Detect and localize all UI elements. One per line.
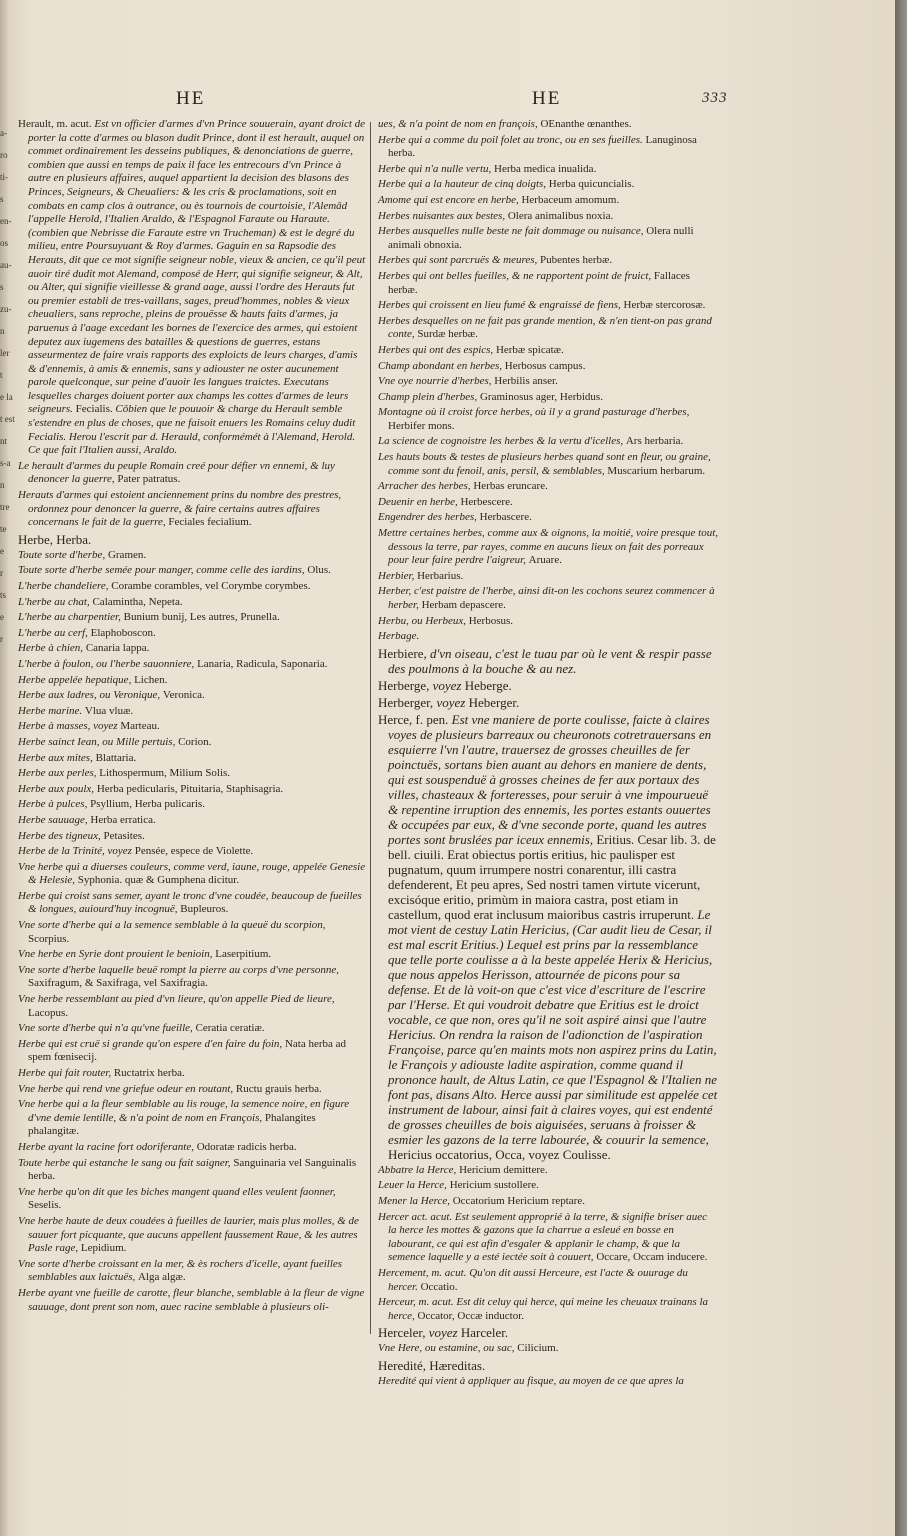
entry-latin-text: Seselis. [28, 1199, 62, 1212]
entry-french-text: Herbe qui n'a nulle vertu, [378, 162, 494, 175]
entry-latin-text: Heberger. [468, 694, 520, 710]
entry-latin-text: Lepidium. [80, 1242, 127, 1255]
dictionary-entry [378, 391, 718, 405]
entry-latin-text: Marteau. [120, 720, 160, 733]
running-head-right: HE [532, 88, 562, 109]
gutter-text-fragment: e la [0, 392, 13, 402]
dictionary-entry [378, 225, 718, 252]
entry-latin-text: Herbæ spicatæ. [495, 343, 564, 356]
entry-french-text: d'vn oiseau, c'est le tuau par où le vent & respir passe des poulmons à la bouche & au nez. [388, 645, 712, 676]
dictionary-entry [18, 705, 366, 719]
entry-french-text: Vne Here, ou estamine, ou sac, [378, 1342, 518, 1355]
dictionary-entry [18, 627, 366, 641]
entry-latin-text: Herbosus. [468, 614, 514, 627]
entry-latin-text: Feciales fecialium. [168, 516, 252, 529]
entry-french-text: Deuenir en herbe, [378, 495, 461, 508]
dictionary-entry [378, 1375, 718, 1389]
entry-french-text: Herbes ausquelles nulle beste ne fait dommage ou nuisance, [378, 225, 647, 238]
dictionary-entry [378, 1164, 718, 1178]
entry-french-text: Herbier, [378, 569, 418, 582]
gutter-text-fragment: a- [0, 128, 7, 138]
entry-latin-text: Blattaria. [95, 751, 137, 764]
entry-latin-text: Cilicium. [517, 1342, 559, 1355]
dictionary-entry [378, 435, 718, 449]
entry-french-text: L'herbe au charpentier, [18, 611, 124, 624]
gutter-text-fragment: s-a [0, 458, 11, 468]
gutter-text-fragment: n [0, 326, 5, 336]
entry-french-text: Vne oye nourrie d'herbes, [378, 375, 495, 388]
dictionary-entry [18, 1022, 366, 1036]
entry-french-text: Montagne où il croist force herbes, où il y a grand pasturage d'herbes, [378, 406, 690, 419]
entry-french-text: Toute sorte d'herbe, [18, 548, 108, 561]
dictionary-entry [18, 1258, 366, 1285]
dictionary-entry [378, 299, 718, 313]
dictionary-entry [378, 1267, 718, 1294]
entry-latin-text: Psyllium, Herba pulicaris. [90, 798, 205, 811]
entry-french-text: Herbe qui a la hauteur de cinq doigts, [378, 178, 549, 191]
entry-french-text: Leuer la Herce, [378, 1179, 450, 1192]
entry-latin-text: Occatorium Hericium reptare. [452, 1194, 585, 1207]
dictionary-entry [378, 406, 718, 433]
entry-latin-text: Herbas eruncare. [473, 480, 548, 493]
gutter-text-fragment: s [0, 194, 4, 204]
entry-latin-text: Herbescere. [460, 495, 513, 508]
dictionary-entry [18, 964, 366, 991]
entry-latin-text: Ceratia ceratiæ. [195, 1022, 265, 1035]
dictionary-entry [18, 720, 366, 734]
entry-headword: Herceler, [378, 1325, 429, 1341]
dictionary-entry [18, 767, 366, 781]
entry-french-text: Herbe des tigneux, [18, 829, 104, 842]
entry-latin-text: Syphonia. quæ & Gumphena dicitur. [77, 874, 240, 887]
dictionary-entry [18, 642, 366, 656]
dictionary-entry [378, 1211, 718, 1265]
entry-french-text: voyez [436, 694, 469, 710]
entry-latin-text: Bunium bunij, Les autres, Prunella. [123, 611, 280, 624]
entry-headword: Herberger, [378, 694, 437, 710]
entry-latin-text: Hericium sustollere. [449, 1179, 539, 1192]
dictionary-entry [378, 163, 718, 177]
entry-latin-text: Alga algæ. [137, 1271, 186, 1284]
gutter-text-fragment: tre [0, 502, 10, 512]
entry-french-text: Hercer act. acut. Est seulement approprié à la terre, & signifie briser auec la herce les mottes & gazons que la charrue a esleué en bosse en labourant, ce qui est afin d'esgaler & applanir le champ, & que la semence laquelle y a esté iectée soit à couuert, [378, 1210, 708, 1264]
entry-french-text: Herbe de la Trinité, voyez [18, 845, 135, 858]
entry-latin-text: Pensée, espece de Violette. [134, 845, 254, 858]
dictionary-entry [18, 549, 366, 563]
dictionary-entry [18, 783, 366, 797]
dictionary-entry [378, 315, 718, 342]
entry-latin-text: Heberge. [464, 677, 512, 693]
entry-french-text: Herbe marine. [18, 704, 85, 717]
gutter-text-fragment: t est [0, 414, 15, 424]
entry-latin-text: Bupleuros. [180, 903, 229, 916]
dictionary-entry [378, 375, 718, 389]
entry-latin-text: Veronica. [162, 689, 205, 702]
entry-latin-text: Gramen. [107, 548, 147, 561]
entry-french-text: Toute sorte d'herbe semée pour manger, comme celle des iardins, [18, 564, 308, 577]
entry-latin-text: Corion. [178, 735, 212, 748]
entry-latin-text: Fallaces herbæ. [388, 269, 690, 296]
entry-latin-text: Aruare. [528, 554, 562, 567]
gutter-text-fragment: os [0, 238, 9, 248]
entry-latin-text: Lacopus. [28, 1006, 69, 1019]
entry-latin-text: Herba quicuncialis. [548, 178, 635, 191]
entry-latin-text: Hericium demittere. [459, 1163, 548, 1176]
dictionary-entry [378, 1358, 718, 1373]
entry-latin-text: Laserpitium. [215, 948, 272, 961]
entry-french-text: Vne sorte d'herbe croissant en la mer, & ès rochers d'icelle, ayant fueilles semblables aux laictuës, [18, 1257, 343, 1284]
dictionary-entry [18, 736, 366, 750]
dictionary-entry [378, 511, 718, 525]
dictionary-entry [18, 1083, 366, 1097]
dictionary-entry [18, 1157, 366, 1184]
dictionary-entry [18, 1215, 366, 1256]
entry-french-text: L'herbe au cerf, [18, 626, 91, 639]
entry-french-text: Herbe ayant vne fueille de carotte, fleur blanche, semblable à la fleur de vigne sauuage, dont prent son nom, auec racine semblable à plusieurs oli- [18, 1286, 365, 1313]
dictionary-entry [18, 948, 366, 962]
entry-latin-text: Ructu grauis herba. [235, 1082, 322, 1095]
entry-latin-text: Lanaria, Radicula, Saponaria. [197, 657, 328, 670]
gutter-text-fragment: e [0, 546, 4, 556]
dictionary-entry [18, 611, 366, 625]
dictionary-entry [18, 1038, 366, 1065]
entry-latin-text: Muscarium herbarum. [607, 464, 706, 477]
dictionary-entry [18, 1141, 366, 1155]
dictionary-entry [378, 270, 718, 297]
dictionary-entry [378, 178, 718, 192]
entry-french-text: Vne herbe qui a la fleur semblable au lis rouge, la semence noire, en figure d'vne demie lentille, & n'a point de nom en François, [18, 1098, 350, 1124]
entry-latin-text: Elaphoboscon. [90, 626, 156, 639]
entry-latin-text: Petasites. [103, 829, 145, 842]
dictionary-entry [18, 596, 366, 610]
dictionary-entry [18, 689, 366, 703]
dictionary-entry [378, 695, 718, 710]
entry-latin-text: Graminosus ager, Herbidus. [479, 390, 603, 403]
entry-headword: Herberge, [378, 677, 433, 693]
entry-french-text: Vne herbe en Syrie dont prouient le benioin, [18, 948, 216, 961]
entry-latin-text: Herbosus campus. [504, 359, 586, 372]
gutter-text-fragment: n [0, 480, 5, 490]
entry-latin-text: Herbæ stercorosæ. [623, 299, 706, 312]
entry-latin-text: Olera nulli animali obnoxia. [388, 225, 694, 251]
entry-french-text: Vne herbe qui a diuerses couleurs, comme verd, iaune, rouge, appelée Genesie & Helesie, [18, 860, 366, 887]
entry-french-text: Herbe à pulces, [18, 798, 91, 811]
dictionary-entry [378, 254, 718, 268]
entry-french-text: Le herault d'armes du peuple Romain creé pour défier vn ennemi, & luy denoncer la guerre, [18, 459, 335, 486]
entry-french-text: Mettre certaines herbes, comme aux & oignons, la moitié, voire presque tout, dessous la terre, par rayes, comme en aucuns lieux on fait des porreaux pour leur faire perdre l'aigreur, [378, 527, 719, 567]
dictionary-entry [378, 1179, 718, 1193]
entry-latin-text: Pubentes herbæ. [540, 254, 613, 267]
running-head-left: HE [176, 88, 206, 109]
entry-french-text: Arracher des herbes, [378, 480, 474, 493]
entry-latin-text: OEnanthe œnanthes. [540, 118, 632, 130]
entry-french-text: L'herbe chandeliere, [18, 580, 112, 592]
dictionary-entry [378, 480, 718, 494]
dictionary-entry [18, 532, 366, 547]
dictionary-entry [18, 919, 366, 946]
entry-french-text: Hercement, m. acut. Qu'on dit aussi Herceure, est l'acte & ouurage du hercer. [378, 1266, 688, 1293]
entry-french-text: Herber, c'est paistre de l'herbe, ainsi dit-on les cochons seurez commencer à herber, [378, 585, 715, 611]
gutter-text-fragment: s [0, 282, 4, 292]
entry-french-text: Herbu, ou Herbeux, [378, 614, 469, 627]
entry-french-text: Herbe ayant la racine fort odoriferante, [18, 1140, 197, 1153]
entry-headword: Herault, m. acut. [18, 118, 95, 130]
gutter-text-fragment: e [0, 612, 4, 622]
entry-latin-text: Odoratæ radicis herba. [196, 1140, 297, 1153]
dictionary-entry [378, 646, 718, 676]
dictionary-entry [378, 134, 718, 161]
entry-french-text: Vne herbe haute de deux coudées à fueilles de laurier, mais plus molles, & de sauuer fort picquante, que aucuns appellent faussement Raue, & les autres Pasle rage, [18, 1214, 359, 1255]
entry-french-text: Herbes qui croissent en lieu fumé & engraissé de fiens, [378, 299, 624, 312]
entry-french-text: Herbe à chien, [18, 642, 86, 655]
entry-french-text: L'herbe au chat, [18, 595, 93, 608]
entry-latin-text: Pater patratus. [117, 473, 181, 486]
dictionary-entry [18, 814, 366, 828]
entry-latin-text: Ructatrix herba. [113, 1067, 185, 1079]
entry-french-text: Amome qui est encore en herbe, [378, 193, 522, 206]
entry-french-text: Heredité qui vient à appliquer au fisque, au moyen de ce que apres la [378, 1374, 684, 1387]
entry-latin-text: Harceler. [460, 1325, 509, 1341]
dictionary-entry [18, 798, 366, 812]
gutter-text-fragment: r [0, 568, 3, 578]
dictionary-entry [18, 460, 366, 487]
entry-french-text: Herbe qui croist sans semer, ayant le tronc d'vne coudée, beaucoup de fueilles & longues, auiourd'huy incognuë, [18, 889, 362, 916]
entry-headword: Herbiere, [378, 645, 430, 661]
entry-french-text: Herbe aux perles, [18, 767, 100, 780]
entry-french-text: Vne sorte d'herbe laquelle beuë rompt la pierre au corps d'vne personne, [18, 963, 339, 976]
dictionary-entry [378, 1325, 718, 1340]
dictionary-entry [378, 585, 718, 612]
entry-french-text: voyez [432, 677, 465, 693]
entry-latin-text: Herbilis anser. [494, 375, 558, 388]
dictionary-entry [378, 118, 718, 132]
dictionary-entry [378, 615, 718, 629]
entry-french-text: Herbe qui est cruë si grande qu'on espere d'en faire du foin, [18, 1037, 285, 1050]
entry-latin-text: Herba medica inualida. [494, 162, 597, 175]
entry-latin-text: Scorpius. [28, 932, 70, 945]
gutter-text-fragment: te [0, 524, 7, 534]
gutter-text-fragment: ti- [0, 172, 8, 182]
dictionary-entry [18, 658, 366, 672]
entry-latin-text: Olus. [307, 564, 331, 577]
dictionary-entry [18, 1186, 366, 1213]
entry-latin-text: Occatio. [420, 1280, 458, 1293]
entry-french-text: La science de cognoistre les herbes & la vertu d'icelles, [378, 435, 626, 448]
entry-latin-text: Saxifragum, & Saxifraga, vel Saxifragia. [28, 977, 208, 990]
entry-latin-text: Lanuginosa herba. [388, 133, 697, 160]
dictionary-entry [18, 674, 366, 688]
dictionary-entry [18, 580, 366, 594]
entry-latin-text: Occator, Occæ inductor. [417, 1309, 524, 1322]
column-divider [370, 122, 371, 1334]
entry-latin-text: Corambe corambles, vel Corymbe corymbes. [111, 580, 311, 592]
page-spine-shadow [0, 0, 8, 1536]
dictionary-entry [378, 210, 718, 224]
entry-french-text: Herbage. [378, 630, 420, 643]
dictionary-entry [18, 890, 366, 917]
entry-latin-text: Lichen. [134, 673, 168, 686]
dictionary-entry [378, 678, 718, 693]
entry-french-text: Herbe qui a comme du poil folet au tronc, ou en ses fueilles. [378, 133, 646, 146]
entry-french-text: Est vn officier d'armes d'vn Prince souuerain, ayant droict de porter la cotte d'armes ou blason dudit Prince, dont il est herault, auquel on commet ordinairement les desseins publiques, & denonciations de guerre, combien que aussi en temps de paix il face les entrecours d'vn Prince à autre en plusieurs affaires, auquel appartient la decision des blasons des Princes, Seigneurs, & Cheualiers: & les cris & proclamations, soit en combats en camp clos à outrance, ou ès tournois de courtoisie, l'Alemād l'appelle Herold, l'Italien Araldo, & l'Espagnol Faraute ou Haraute. (combien que Nebrisse die Faraute estre vn Trucheman) & est le degré du milieu, entre Poursuyuant & Roy d'armes. Gaguin en sa Rapsodie des Herauts, dit que ce mot signifie seigneur noble, vieux & ancien, ce qu'il peut auoir tiré dudit mot Alemand, composé de Herr, qui signifie seigneur, & Alt, ou Alter, qui signifie vieillesse & grand aage, aussi l'ordre des Herauts fut ou premier establi de tres-vaillans, sages, preud'hommes, nobles & vieux cheualiers, sans reproche, pleins de prouësse & hauts faits d'armes, ja paruenus à l'aage excedant les bornes de l'exercice des armes, qui estoient deputez aux iugemens des batailles & questions de guerres, estans asseurmentez de faire vrais rapports des exploicts de leurs charges, d'amis & d'ennemis, à amis & ennemis, sans y adiouster ne oster aucunement parole quelconque, sur peine d'auoir les langues traictes. Executans lesquelles charges doiuent porter aux champs les cottes d'armes de leurs seigneurs. [28, 118, 366, 416]
entry-french-text: Herceur, m. acut. Est dit celuy qui herce, qui meine les cheuaux trainans la herce, [378, 1296, 709, 1322]
gutter-text-fragment: en- [0, 216, 12, 226]
gutter-text-fragment: t [0, 370, 3, 380]
entry-french-text: Herbe qui fait router, [18, 1067, 114, 1079]
dictionary-entry [378, 1342, 718, 1356]
entry-latin-text: Sanguinaria vel Sanguinalis herba. [28, 1156, 357, 1183]
gutter-text-fragment: r [0, 634, 3, 644]
page-edge-shadow [895, 0, 907, 1536]
entry-french-text: Herbe appelée hepatique, [18, 673, 135, 686]
entry-headword: Herce, f. pen. [378, 711, 452, 727]
entry-latin-text: Lithospermum, Milium Solis. [99, 767, 231, 780]
dictionary-entry [18, 1067, 366, 1081]
entry-french-text: Herbe aux mites, [18, 751, 96, 764]
left-column [18, 118, 366, 1318]
entry-headword: Herbe, Herba. [18, 531, 92, 547]
entry-latin-text: Canaria lappa. [85, 642, 150, 655]
entry-french-text: Herbes desquelles on ne fait pas grande mention, & n'en tient-on pas grand conte, [378, 314, 712, 341]
gutter-text-fragment: ts [0, 590, 7, 600]
dictionary-entry [18, 1287, 366, 1314]
entry-latin-text: Fecialis. [75, 403, 116, 416]
entry-french-text: Herbe aux ladres, ou Veronique, [18, 689, 163, 702]
entry-french-text: Herbes qui sont parcruës & meures, [378, 254, 541, 267]
entry-latin-text: Vlua vluæ. [84, 704, 134, 717]
entry-french-text: Champ abondant en herbes, [378, 359, 505, 372]
dictionary-entry [378, 570, 718, 584]
entry-french-text: Est vne maniere de porte coulisse, faicte à claires voyes de plusieurs barreaux ou cheuronots cotretrauersans en esquierre l'vn l'autre, trauersez de grosses cheuilles de fer poinctuës, sortans bien auant au dehors en maniere de dents, qui est souspenduë à grosses cheines de fer aux portaux des villes, chasteaux & forteresses, pour seruir à vne impourueuë & repentine irruption des ennemis, les portes estants ouuertes & occupées par eux, & d'vne seconde porte, quand les autres portes sont bruslées par iceux ennemis, [388, 711, 712, 847]
entry-french-text: ues, & n'a point de nom en françois, [378, 118, 541, 130]
entry-french-text: Toute herbe qui estanche le sang ou fait saigner, [18, 1156, 234, 1169]
page-number: 333 [702, 90, 728, 106]
entry-latin-text: Herba erratica. [90, 813, 156, 826]
dictionary-entry [378, 360, 718, 374]
dictionary-entry [18, 845, 366, 859]
entry-latin-text: Herba pedicularis, Pituitaria, Staphisagria. [96, 782, 284, 795]
dictionary-entry [18, 489, 366, 530]
dictionary-entry [378, 451, 718, 478]
dictionary-entry [378, 630, 718, 644]
entry-french-text: Vne herbe qui rend vne griefue odeur en routant, [18, 1082, 236, 1095]
gutter-text-fragment: ro [0, 150, 8, 160]
entry-french-text: Abbatre la Herce, [378, 1163, 460, 1176]
entry-latin-text: Olera animalibus noxia. [507, 209, 614, 222]
entry-latin-text: Surdæ herbæ. [417, 328, 478, 341]
dictionary-entry [18, 993, 366, 1020]
entry-french-text: Mener la Herce, [378, 1194, 453, 1207]
entry-french-text: Herbes qui ont belles fueilles, & ne rapportent point de fruict, [378, 269, 654, 282]
entry-latin-text: Phalangites phalangitæ. [28, 1111, 316, 1138]
entry-french-text: Engendrer des herbes, [378, 511, 480, 524]
entry-french-text: Le mot vient de cestuy Latin Hericius, (Car audit lieu de Cesar, il est mal escrit Eritius.) Lequel est prins par la ressemblance que telle porte coulisse a à la beste appelée Herix & Hericius, que nous appelos Herisson, attournée de picons pour sa defense. Et de là voit-on que c'est vice d'escriture de l'escrire par l'Herse. Et qui voudroit debatre que Eritius est le droict vocable, ce que non, ores qu'il ne soit aspiré ainsi que l'autre Hericius. On rendra la raison de l'adionction de l'aspiration Françoise, parce qu'en maints mots non aspirez prins du Latin, le François y adiouste ladite aspiration, comme quand il prononce hault, de Altus Latin, ce que l'Espagnol & l'Italien ne font pas, disans Alto. Herce aussi par similitude est appelée cet instrument de labour, ainsi fait à claires voyes, qui est endenté de grosses cheuilles de bois aiguisées, seruans à froisser & esmier les gazons de la terre labourée, & couurir la semence, [388, 906, 718, 1147]
entry-french-text: Vne herbe qu'on dit que les biches mangent quand elles veulent faonner, [18, 1185, 336, 1198]
gutter-text-fragment: zu- [0, 304, 12, 314]
entry-french-text: Vne herbe ressemblant au pied d'vn lieure, qu'on appelle Pied de lieure, [18, 993, 335, 1006]
gutter-text-fragment: au- [0, 260, 12, 270]
entry-french-text: L'herbe à foulon, ou l'herbe sauonniere, [18, 657, 198, 670]
entry-latin-text: Herbam depascere. [421, 599, 506, 611]
dictionary-entry [378, 194, 718, 208]
dictionary-entry [18, 861, 366, 888]
entry-latin-text: Occare, Occam inducere. [596, 1251, 708, 1264]
entry-latin-text: Ars herbaria. [625, 435, 684, 448]
entry-latin-text: Herbarius. [417, 569, 464, 582]
entry-latin-text: Herbaceum amomum. [521, 193, 620, 206]
dictionary-entry [378, 496, 718, 510]
entry-latin-text: Eritius. Cesar lib. 3. de bell. ciuili. Erat obiectus portis eritius, hic paulisper est pugnatum, quum irrumpere nostri conarentur, illi castra defenderent, Et peu apres, Sed nostri tamen virtute vicerunt, excisóque eritio, primùm in maiora castra, post etiam in castellum, quod erat inclusum maioribus castris irruperunt. [388, 831, 716, 922]
entry-french-text: Herbe sainct Iean, ou Mille pertuis, [18, 735, 179, 748]
dictionary-entry [18, 752, 366, 766]
entry-french-text: Herbe sauuage, [18, 813, 91, 826]
dictionary-entry [378, 712, 718, 1162]
entry-french-text: Vne sorte d'herbe qui a la semence semblable à la queuë du scorpion, [18, 919, 326, 932]
dictionary-entry [378, 1195, 718, 1209]
entry-french-text: voyez [428, 1325, 461, 1341]
entry-latin-text: Nata herba ad spem fœnisecij. [28, 1037, 347, 1064]
gutter-text-fragment: nt [0, 436, 8, 446]
entry-french-text: Herbes nuisantes aux bestes, [378, 209, 508, 222]
entry-french-text: Vne sorte d'herbe qui n'a qu'vne fueille, [18, 1022, 196, 1035]
dictionary-entry [378, 344, 718, 358]
entry-french-text: Herbe à masses, voyez [18, 720, 121, 733]
dictionary-entry [18, 564, 366, 578]
dictionary-entry [378, 527, 718, 568]
dictionary-entry [378, 1296, 718, 1323]
entry-latin-text: Herbascere. [479, 511, 532, 524]
entry-french-text: Herauts d'armes qui estoient anciennement prins du nombre des prestres, ordonnez pour denoncer la guerre, & faire certains autres affaires concernans le fait de la guerre, [18, 489, 342, 529]
entry-french-text: Herbes qui ont des espics, [378, 343, 496, 356]
entry-latin-text: Calamintha, Nepeta. [92, 595, 183, 608]
entry-latin-text: Herbifer mons. [388, 419, 455, 432]
entry-latin-text: Hericius occatorius, Occa, voyez Coulisse. [388, 1146, 611, 1162]
gutter-text-fragment: ler [0, 348, 10, 358]
entry-headword: Heredité, Hæreditas. [378, 1357, 486, 1373]
entry-french-text: Herbe aux poulx, [18, 782, 97, 795]
entry-french-text: Champ plein d'herbes, [378, 390, 480, 403]
dictionary-entry [18, 830, 366, 844]
dictionary-entry [18, 1098, 366, 1139]
entry-french-text: Les hauts bouts & testes de plusieurs herbes quand sont en fleur, ou graine, comme sont du fenoil, anis, persil, & semblables, [378, 451, 711, 477]
right-column [378, 118, 719, 1387]
entry-french-text: Cōbien que le pouuoir & charge du Herault semble s'estendre en plus de choses, que ne faisoit enuers les Romains celuy dudit Fecialis. Herou l'escrit par d. Herauld, conformémét à l'Alemand, Herold. Ce que fait l'Italien aussi, Araldo. [28, 403, 356, 457]
dictionary-entry [18, 118, 366, 458]
